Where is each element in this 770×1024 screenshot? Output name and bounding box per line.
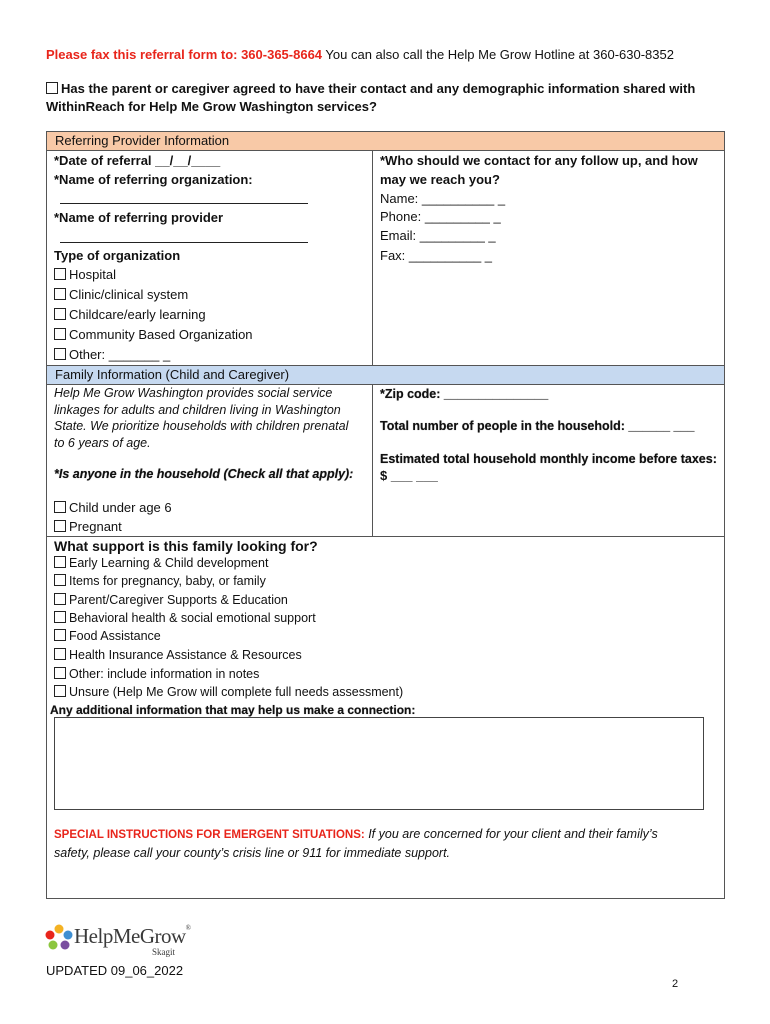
- checkbox[interactable]: [54, 685, 66, 697]
- zip-code-field[interactable]: *Zip code: _______________: [380, 387, 549, 401]
- notes-label: Any additional information that may help us make a connection:: [50, 703, 416, 717]
- household-option[interactable]: [54, 518, 122, 536]
- option-label: Food Assistance: [69, 629, 161, 643]
- org-type-option[interactable]: [54, 306, 206, 324]
- checkbox[interactable]: [54, 556, 66, 568]
- fax-instruction: [46, 46, 674, 64]
- contact-phone-field[interactable]: Phone: _________ _: [380, 209, 501, 224]
- contact-name-field[interactable]: Name: __________ _: [380, 191, 506, 206]
- date-of-referral-label[interactable]: *Date of referral __/__/____: [54, 153, 221, 168]
- consent-question: [46, 80, 736, 116]
- flower-icon: [44, 923, 74, 953]
- option-label: Parent/Caregiver Supports & Education: [69, 593, 288, 607]
- provider-section-header: [46, 131, 725, 151]
- provider-name-label: *Name of referring provider: [54, 210, 224, 225]
- checkbox[interactable]: [54, 593, 66, 605]
- checkbox[interactable]: [54, 629, 66, 641]
- checkbox[interactable]: [54, 268, 66, 280]
- help-me-grow-logo: [44, 920, 204, 960]
- org-type-option[interactable]: [54, 286, 188, 304]
- consent-checkbox[interactable]: [46, 82, 58, 94]
- option-label: Health Insurance Assistance & Resources: [69, 648, 302, 662]
- provider-section-title: Referring Provider Information: [55, 133, 230, 148]
- checkbox[interactable]: [54, 288, 66, 300]
- special-instructions-text-2: safety, please call your county’s crisis line or 911 for immediate support.: [54, 846, 451, 860]
- option-label: Childcare/early learning: [69, 307, 206, 322]
- checkbox[interactable]: [54, 648, 66, 660]
- updated-date: UPDATED 09_06_2022: [46, 963, 184, 978]
- income-field[interactable]: $ ___ ___: [380, 468, 438, 483]
- checkbox[interactable]: [54, 611, 66, 623]
- special-instructions-text: If you are concerned for your client and their family’s: [364, 827, 658, 841]
- household-option[interactable]: [54, 499, 172, 517]
- support-section-title: What support is this family looking for?: [54, 538, 318, 554]
- support-option[interactable]: [54, 554, 268, 572]
- contact-fax-field[interactable]: Fax: __________ _: [380, 248, 493, 263]
- logo-text: HelpMeGrow: [74, 924, 186, 948]
- family-intro: [54, 385, 348, 451]
- option-label: Clinic/clinical system: [69, 287, 189, 302]
- support-option[interactable]: [54, 572, 266, 590]
- checkbox[interactable]: [54, 328, 66, 340]
- checkbox[interactable]: [54, 348, 66, 360]
- contact-question-line-1: *Who should we contact for any follow up, and how: [380, 153, 698, 168]
- intro-line: linkages for adults and children living in Washington: [54, 402, 341, 417]
- contact-question-line-2: may we reach you?: [380, 172, 500, 187]
- notes-textarea[interactable]: [54, 717, 704, 810]
- checkbox[interactable]: [54, 520, 66, 532]
- income-label: Estimated total household monthly income before taxes:: [380, 452, 717, 466]
- logo-wordmark: [74, 924, 190, 949]
- family-section-header: [46, 365, 725, 385]
- support-option[interactable]: [54, 665, 259, 683]
- contact-email-field[interactable]: Email: _________ _: [380, 228, 496, 243]
- page-number: 2: [672, 978, 679, 990]
- option-label: Other: _______ _: [69, 347, 171, 362]
- support-option[interactable]: [54, 683, 403, 701]
- option-label: Other: include information in notes: [69, 667, 260, 681]
- option-label: Child under age 6: [69, 500, 172, 515]
- fax-label: Please fax this referral form to: 360-365-8664: [46, 47, 323, 62]
- hotline-text: You can also call the Help Me Grow Hotline at 360-630-8352: [322, 47, 674, 62]
- checkbox[interactable]: [54, 574, 66, 586]
- org-type-option[interactable]: [54, 346, 170, 364]
- org-name-field[interactable]: [60, 203, 308, 204]
- org-type-option[interactable]: [54, 326, 253, 344]
- intro-line: to 6 years of age.: [54, 435, 151, 450]
- family-section-title: Family Information (Child and Caregiver): [55, 367, 290, 382]
- support-option[interactable]: [54, 591, 288, 609]
- option-label: Items for pregnancy, baby, or family: [69, 574, 266, 588]
- household-question: *Is anyone in the household (Check all that apply):: [54, 467, 354, 481]
- special-instructions-label: SPECIAL INSTRUCTIONS FOR EMERGENT SITUATIONS:: [54, 829, 365, 841]
- checkbox[interactable]: [54, 667, 66, 679]
- provider-divider: [372, 150, 373, 366]
- intro-line: Help Me Grow Washington provides social service: [54, 386, 333, 400]
- option-label: Community Based Organization: [69, 327, 253, 342]
- support-option[interactable]: [54, 627, 161, 645]
- family-divider: [372, 384, 373, 537]
- support-option[interactable]: [54, 609, 316, 627]
- option-label: Unsure (Help Me Grow will complete full needs assessment): [69, 685, 404, 699]
- org-name-label: *Name of referring organization:: [54, 172, 253, 187]
- option-label: Early Learning & Child development: [69, 556, 269, 570]
- org-type-label: Type of organization: [54, 248, 181, 263]
- provider-name-field[interactable]: [60, 242, 308, 243]
- logo-subtitle: Skagit: [152, 947, 176, 957]
- consent-line-2: WithinReach for Help Me Grow Washington services?: [46, 99, 377, 114]
- special-instructions: [54, 825, 714, 862]
- org-type-option[interactable]: [54, 266, 116, 284]
- logo-trademark: ®: [185, 924, 191, 932]
- household-total-field[interactable]: Total number of people in the household: ______ ___: [380, 419, 695, 433]
- consent-line-1: Has the parent or caregiver agreed to have their contact and any demographic information shared with: [61, 81, 696, 96]
- support-option[interactable]: [54, 646, 302, 664]
- checkbox[interactable]: [54, 308, 66, 320]
- option-label: Hospital: [69, 267, 116, 282]
- option-label: Pregnant: [69, 519, 122, 534]
- checkbox[interactable]: [54, 501, 66, 513]
- intro-line: State. We prioritize households with children prenatal: [54, 419, 349, 433]
- option-label: Behavioral health & social emotional support: [69, 611, 316, 625]
